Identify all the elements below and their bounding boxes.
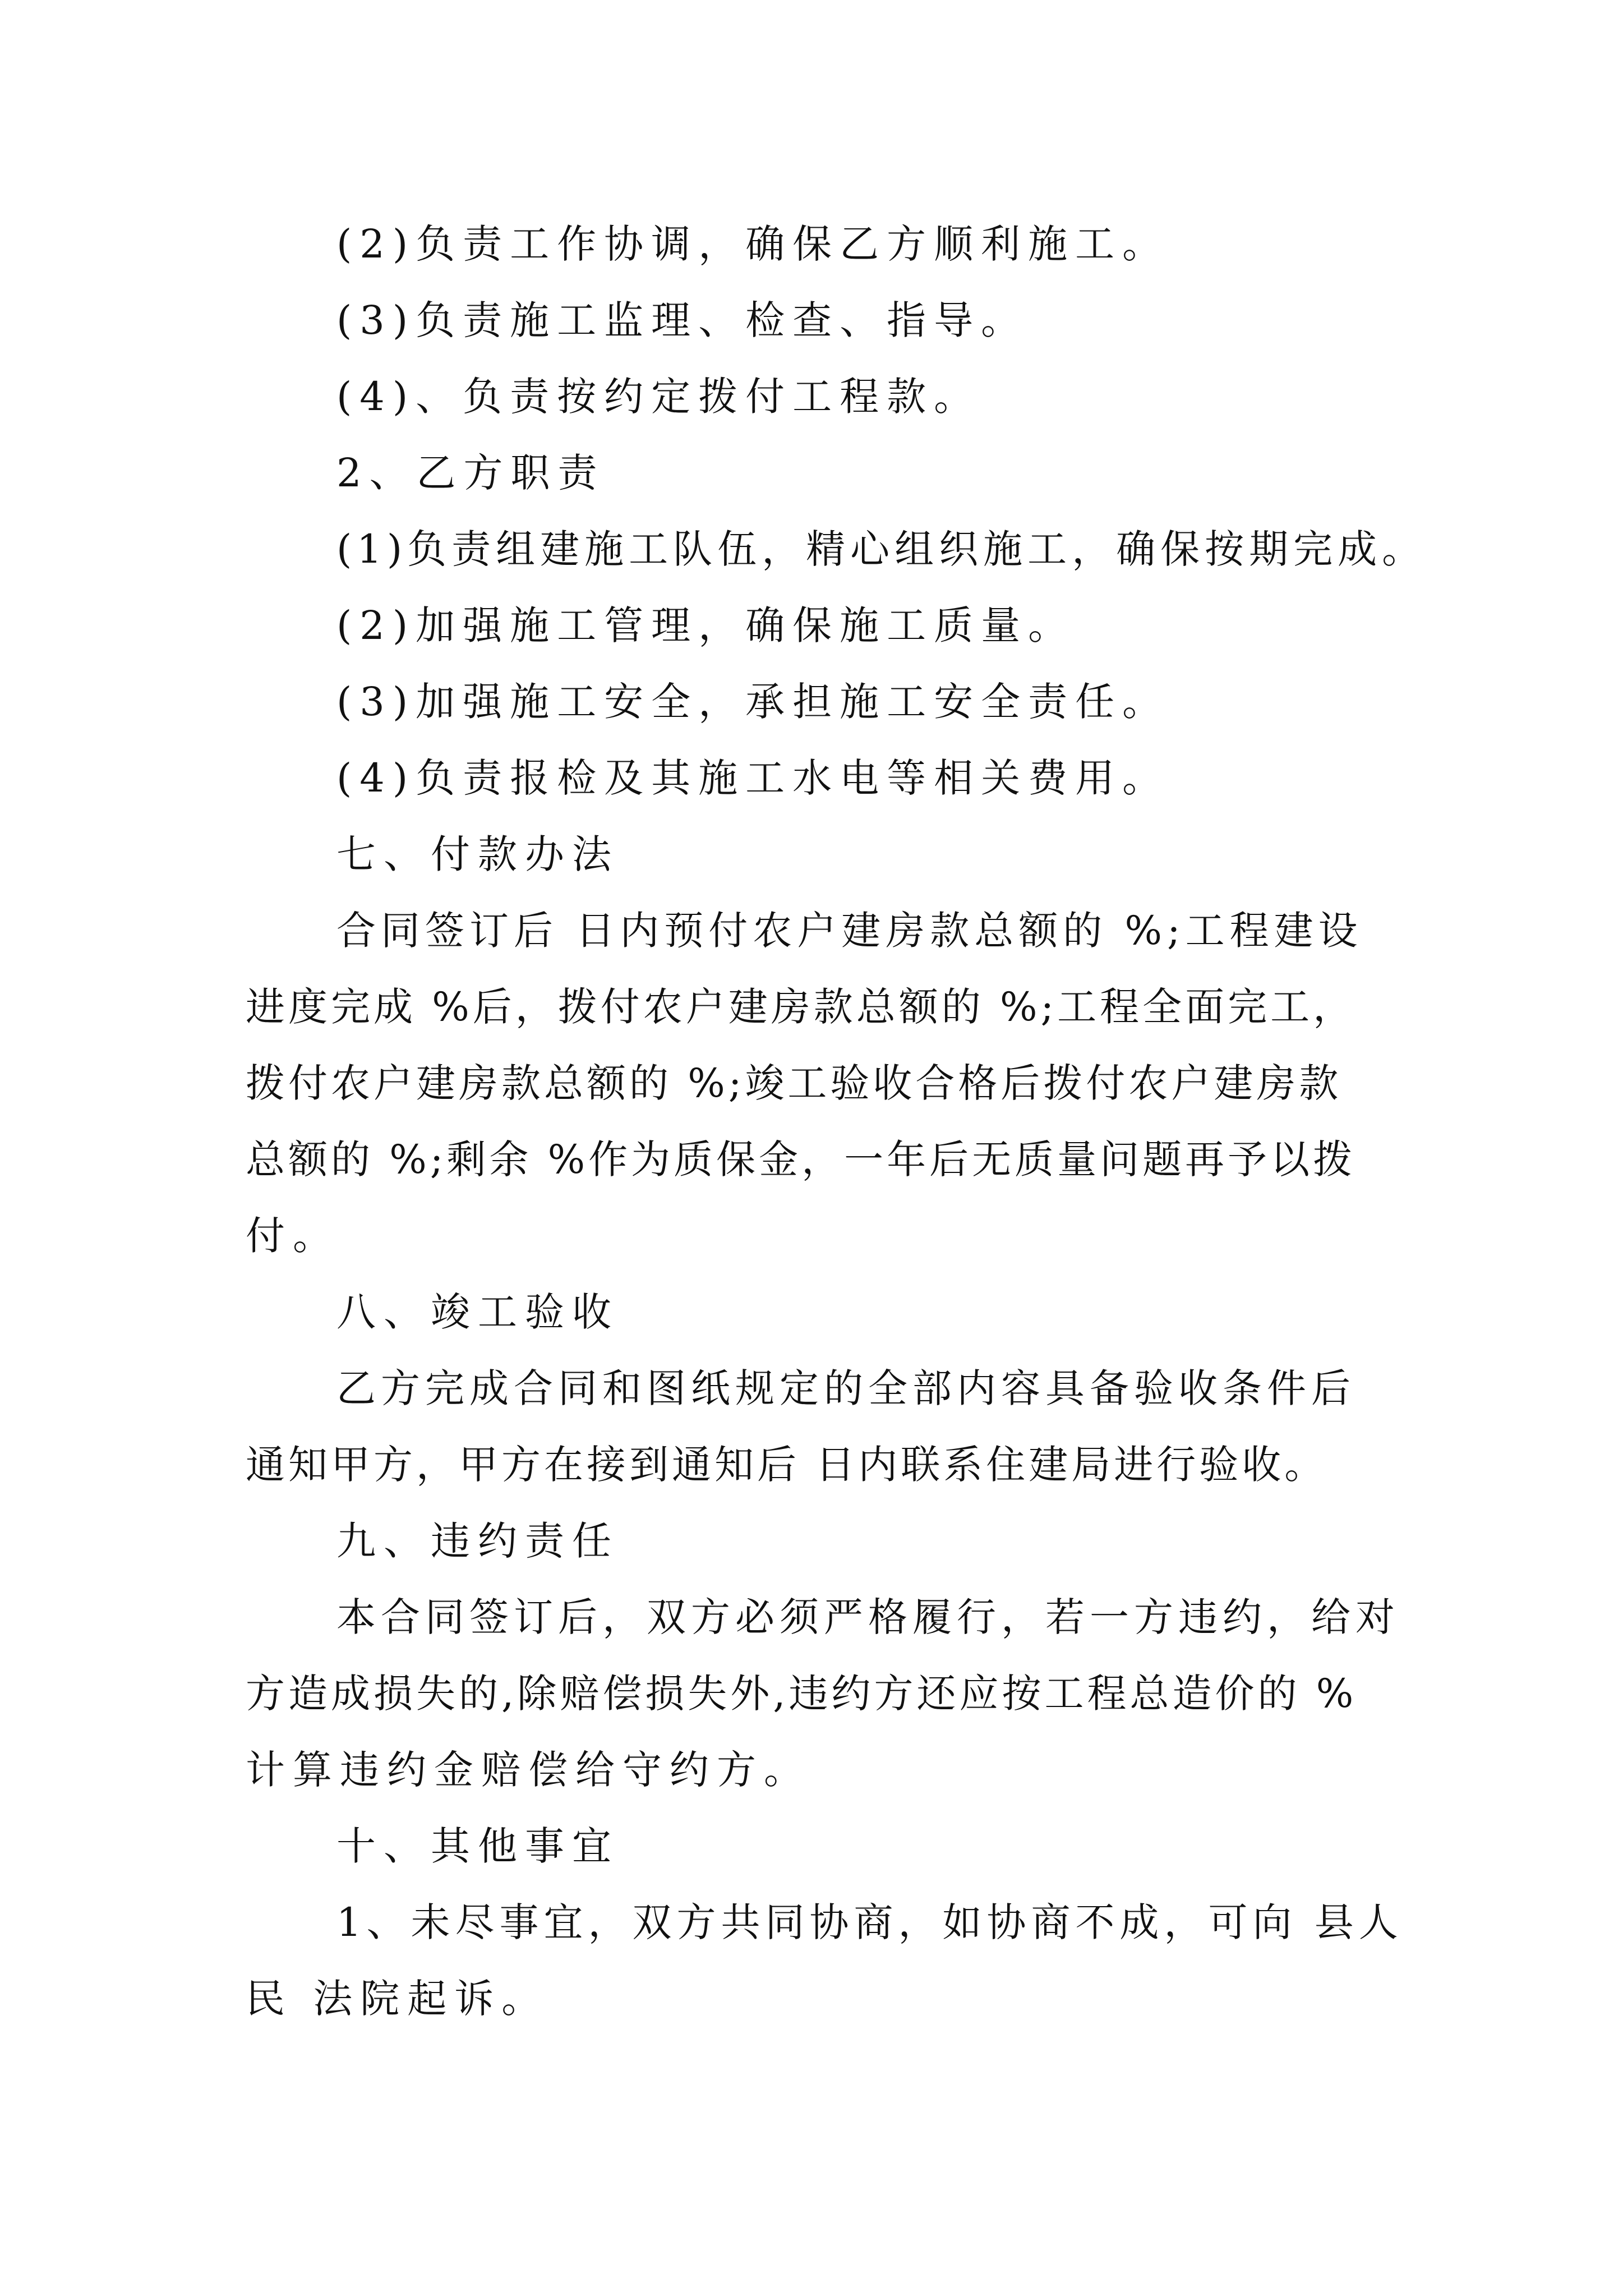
clause-b2: (2)加强施工管理，确保施工质量。: [336, 602, 1076, 648]
section-heading-acceptance: 八、竣工验收: [336, 1289, 619, 1335]
clause-a2: (2)负责工作协调，确保乙方顺利施工。: [336, 221, 1170, 267]
section-heading-other-matters: 十、其他事宜: [336, 1823, 619, 1869]
clause-a4: (4)、负责按约定拨付工程款。: [336, 374, 981, 420]
payment-paragraph-line: 总额的 %;剩余 %作为质保金，一年后无质量问题再予以拨: [246, 1137, 1356, 1182]
payment-paragraph-line: 合同签订后 日内预付农户建房款总额的 %;工程建设: [336, 908, 1363, 954]
payment-paragraph-line: 拨付农户建房款总额的 %;竣工验收合格后拨付农户建房款: [246, 1060, 1342, 1106]
payment-paragraph-line: 进度完成 %后，拨付农户建房款总额的 %;工程全面完工，: [246, 984, 1356, 1030]
payment-paragraph-line: 付。: [246, 1213, 340, 1259]
section-heading-liability: 九、违约责任: [336, 1518, 619, 1564]
clause-b4: (4)负责报检及其施工水电等相关费用。: [336, 755, 1170, 801]
section-heading-payment: 七、付款办法: [336, 831, 619, 877]
clause-b1: (1)负责组建施工队伍，精心组织施工，确保按期完成。: [336, 526, 1427, 572]
liability-paragraph-line: 计算违约金赔偿给守约方。: [246, 1747, 811, 1793]
acceptance-paragraph-line: 通知甲方，甲方在接到通知后 日内联系住建局进行验收。: [246, 1442, 1327, 1488]
section-heading-party-b-duties: 2、乙方职责: [336, 450, 605, 496]
clause-b3: (3)加强施工安全，承担施工安全责任。: [336, 679, 1170, 725]
liability-paragraph-line: 本合同签订后，双方必须严格履行，若一方违约，给对: [336, 1594, 1400, 1640]
other-matters-paragraph-line: 1、未尽事宜，双方共同协商，如协商不成，可向 县人: [336, 1899, 1403, 1945]
liability-paragraph-line: 方造成损失的,除赔偿损失外,违约方还应按工程总造价的 %: [246, 1671, 1357, 1717]
acceptance-paragraph-line: 乙方完成合同和图纸规定的全部内容具备验收条件后: [336, 1365, 1355, 1411]
clause-a3: (3)负责施工监理、检查、指导。: [336, 297, 1029, 343]
other-matters-paragraph-line: 民 法院起诉。: [246, 1976, 549, 2022]
